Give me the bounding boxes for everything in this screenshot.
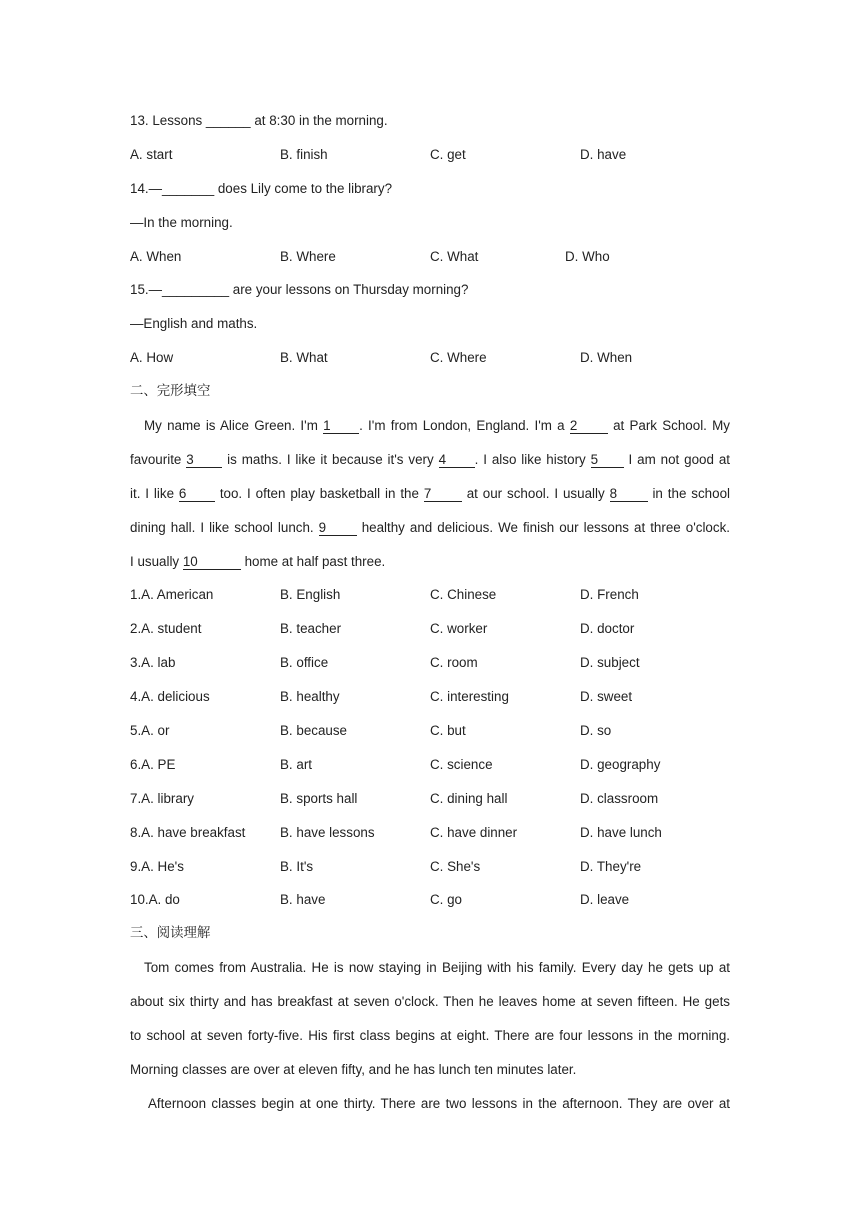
option[interactable]: B. English xyxy=(280,587,341,603)
question-14-answer: —In the morning. xyxy=(130,214,233,230)
question-13-stem: 13. Lessons ______ at 8:30 in the morning. xyxy=(130,113,388,128)
section-3-title: 三、阅读理解 xyxy=(130,926,211,942)
option[interactable]: D. geography xyxy=(580,756,661,772)
cloze-text: dining hall. I like school lunch. xyxy=(130,519,319,535)
cloze-item-4-options xyxy=(130,686,730,720)
cloze-options-list xyxy=(130,584,730,923)
option[interactable]: D. have xyxy=(580,146,627,162)
option[interactable]: C. but xyxy=(430,723,466,739)
option[interactable]: B. have lessons xyxy=(280,824,375,840)
question-14-stem: 14.—_______ does Lily come to the library? xyxy=(130,180,393,196)
cloze-item-1-options xyxy=(130,584,730,618)
question-14-options xyxy=(130,246,730,280)
cloze-item-6-options xyxy=(130,754,730,788)
option[interactable]: 3.A. lab xyxy=(130,655,176,671)
cloze-text: home at half past three. xyxy=(240,553,386,569)
option[interactable]: B. finish xyxy=(280,146,328,162)
option[interactable]: D. When xyxy=(580,350,633,366)
cloze-line-2 xyxy=(130,449,730,483)
cloze-text: it. I like xyxy=(130,485,179,501)
option[interactable]: C. worker xyxy=(430,621,488,637)
cloze-item-5-options xyxy=(130,720,730,754)
cloze-blank[interactable]: 7 xyxy=(424,486,462,502)
cloze-blank[interactable]: 2 xyxy=(570,418,608,434)
option[interactable]: 1.A. American xyxy=(130,587,214,603)
option[interactable]: D. have lunch xyxy=(580,824,662,840)
reading-line: Tom comes from Australia. He is now staying in Beijing with his family. Every day he gets up at xyxy=(144,960,730,976)
option[interactable]: C. What xyxy=(430,248,479,264)
option[interactable]: B. healthy xyxy=(280,689,340,705)
cloze-text: in the school xyxy=(647,485,730,501)
option[interactable]: C. science xyxy=(430,756,493,772)
cloze-blank[interactable]: 10 xyxy=(183,554,241,570)
option[interactable]: 9.A. He's xyxy=(130,858,184,874)
option[interactable]: 4.A. delicious xyxy=(130,689,210,705)
option[interactable]: D. subject xyxy=(580,655,640,671)
option[interactable]: A. How xyxy=(130,350,174,366)
reading-line: Morning classes are over at eleven fifty, and he has lunch ten minutes later. xyxy=(130,1061,577,1077)
cloze-blank[interactable]: 8 xyxy=(610,486,648,502)
option[interactable]: C. room xyxy=(430,655,478,671)
cloze-line-1 xyxy=(130,415,730,449)
option[interactable]: B. sports hall xyxy=(280,790,358,806)
option[interactable]: C. have dinner xyxy=(430,824,518,840)
option[interactable]: 5.A. or xyxy=(130,723,170,739)
option[interactable]: D. French xyxy=(580,587,639,603)
option[interactable]: D. doctor xyxy=(580,621,635,637)
cloze-text: too. I often play basketball in the xyxy=(214,485,424,501)
cloze-text: I am not good at xyxy=(623,451,731,467)
cloze-blank[interactable]: 4 xyxy=(439,452,475,468)
cloze-blank[interactable]: 6 xyxy=(179,486,215,502)
section-2-title: 二、完形填空 xyxy=(130,384,211,400)
option[interactable]: 8.A. have breakfast xyxy=(130,824,246,840)
cloze-item-8-options xyxy=(130,822,730,856)
cloze-text: . I also like history xyxy=(474,451,591,467)
option[interactable]: D. leave xyxy=(580,892,630,908)
document-content xyxy=(130,110,730,1127)
option[interactable]: C. get xyxy=(430,146,466,162)
cloze-blank[interactable]: 9 xyxy=(319,520,357,536)
question-15-stem: 15.—_________ are your lessons on Thursday morning? xyxy=(130,282,469,298)
option[interactable]: D. sweet xyxy=(580,689,633,705)
cloze-line-4 xyxy=(130,517,730,551)
option[interactable]: 6.A. PE xyxy=(130,756,176,772)
option[interactable]: C. She's xyxy=(430,858,481,874)
cloze-blank[interactable]: 5 xyxy=(591,452,624,468)
question-15-answer: —English and maths. xyxy=(130,316,258,332)
option[interactable]: 2.A. student xyxy=(130,621,202,637)
option[interactable]: B. What xyxy=(280,350,328,366)
question-13-options xyxy=(130,144,730,178)
option[interactable]: 7.A. library xyxy=(130,790,194,806)
reading-line: Afternoon classes begin at one thirty. There are two lessons in the afternoon. They are over at xyxy=(148,1095,730,1111)
option[interactable]: D. Who xyxy=(565,248,610,264)
option[interactable]: B. office xyxy=(280,655,329,671)
cloze-item-2-options xyxy=(130,618,730,652)
cloze-item-3-options xyxy=(130,652,730,686)
cloze-item-7-options xyxy=(130,788,730,822)
cloze-text: healthy and delicious. We finish our lessons at three o'clock. xyxy=(356,519,730,535)
cloze-text: at Park School. My xyxy=(607,418,730,434)
option[interactable]: A. start xyxy=(130,146,173,162)
cloze-blank[interactable]: 1 xyxy=(323,418,359,434)
cloze-text: is maths. I like it because it's very xyxy=(222,451,439,467)
option[interactable]: B. Where xyxy=(280,248,336,264)
option[interactable]: D. They're xyxy=(580,858,642,874)
option[interactable]: A. When xyxy=(130,248,182,264)
option[interactable]: C. Chinese xyxy=(430,587,497,603)
cloze-text: My name is Alice Green. I'm xyxy=(144,418,324,434)
cloze-item-9-options xyxy=(130,856,730,890)
cloze-line-3 xyxy=(130,483,730,517)
option[interactable]: C. go xyxy=(430,892,463,908)
reading-line: to school at seven forty-five. His first class begins at eight. There are four lessons in the morning. xyxy=(130,1028,730,1044)
cloze-text: . I'm from London, England. I'm a xyxy=(359,418,570,434)
cloze-item-10-options xyxy=(130,889,730,923)
cloze-blank[interactable]: 3 xyxy=(186,452,222,468)
option[interactable]: B. It's xyxy=(280,858,314,874)
option[interactable]: B. have xyxy=(280,892,326,908)
reading-line: about six thirty and has breakfast at seven o'clock. Then he leaves home at seven fifteen. He gets xyxy=(130,994,730,1010)
cloze-text: I usually xyxy=(130,553,183,569)
cloze-line-5 xyxy=(130,551,730,585)
option[interactable]: C. interesting xyxy=(430,689,509,705)
option[interactable]: C. dining hall xyxy=(430,790,508,806)
cloze-text: at our school. I usually xyxy=(461,485,610,501)
option[interactable]: B. art xyxy=(280,756,312,772)
cloze-text: favourite xyxy=(130,451,187,467)
option[interactable]: C. Where xyxy=(430,350,487,366)
question-15-options xyxy=(130,347,730,381)
option[interactable]: 10.A. do xyxy=(130,892,180,908)
option[interactable]: D. so xyxy=(580,723,612,739)
option[interactable]: B. because xyxy=(280,723,347,739)
option[interactable]: B. teacher xyxy=(280,621,342,637)
option[interactable]: D. classroom xyxy=(580,790,659,806)
